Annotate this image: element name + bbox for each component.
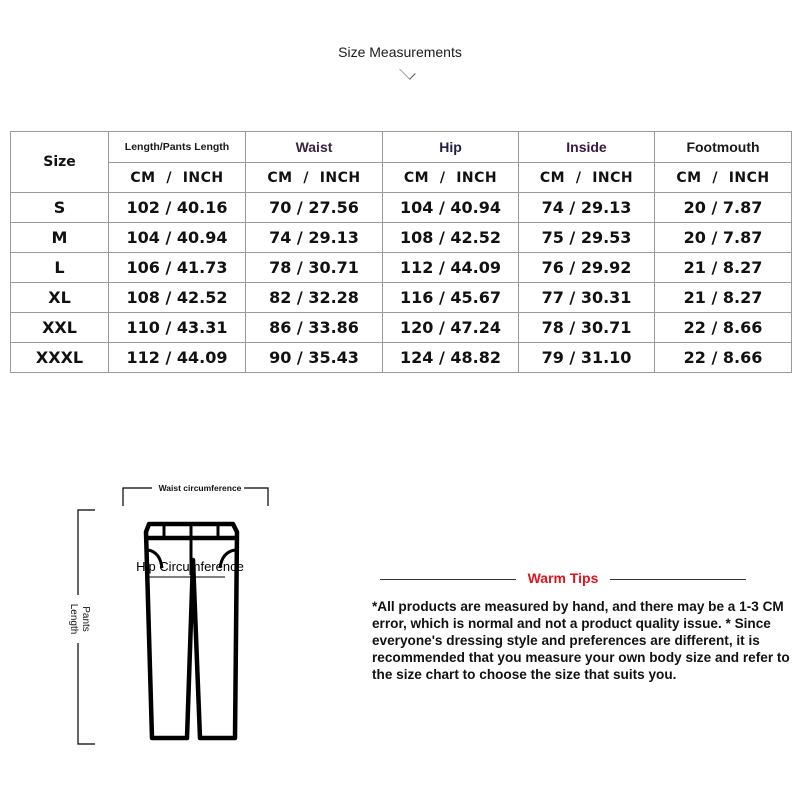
value-cell: 102 / 40.16 xyxy=(109,193,246,223)
value-cell: 77 / 30.31 xyxy=(519,283,655,313)
value-cell: 104 / 40.94 xyxy=(383,193,519,223)
unit-label: CM / INCH xyxy=(519,163,655,193)
column-header: Hip xyxy=(383,132,519,163)
table-row xyxy=(11,223,792,253)
tips-title: Warm Tips xyxy=(527,570,599,586)
column-header: Waist xyxy=(246,132,383,163)
table-row xyxy=(11,283,792,313)
table-row xyxy=(11,313,792,343)
unit-label: CM / INCH xyxy=(246,163,383,193)
size-header: Size xyxy=(11,132,109,193)
value-cell: 86 / 33.86 xyxy=(246,313,383,343)
tips-text: *All products are measured by hand, and there may be a 1-3 CM error, which is normal and not a product quality issue. * Since everyone's dressing style and preferences are different, it is recommended that you measure your own body size and refer to the size chart to choose the size that suits you. xyxy=(372,599,790,682)
pants-icon xyxy=(146,524,237,738)
header-row xyxy=(11,132,792,163)
tips-header xyxy=(380,570,746,590)
size-cell: XL xyxy=(11,283,109,313)
value-cell: 21 / 8.27 xyxy=(655,253,792,283)
hip-label: Hip Circumference xyxy=(136,559,244,574)
value-cell: 110 / 43.31 xyxy=(109,313,246,343)
value-cell: 22 / 8.66 xyxy=(655,313,792,343)
value-cell: 90 / 35.43 xyxy=(246,343,383,373)
value-cell: 106 / 41.73 xyxy=(109,253,246,283)
value-cell: 116 / 45.67 xyxy=(383,283,519,313)
size-cell: M xyxy=(11,223,109,253)
value-cell: 124 / 48.82 xyxy=(383,343,519,373)
value-cell: 108 / 42.52 xyxy=(383,223,519,253)
value-cell: 79 / 31.10 xyxy=(519,343,655,373)
page-title: Size Measurements xyxy=(338,44,462,60)
size-cell: XXXL xyxy=(11,343,109,373)
size-table xyxy=(10,131,792,373)
length-label-2: Length xyxy=(68,603,79,635)
value-cell: 70 / 27.56 xyxy=(246,193,383,223)
value-cell: 120 / 47.24 xyxy=(383,313,519,343)
unit-label: CM / INCH xyxy=(655,163,792,193)
value-cell: 20 / 7.87 xyxy=(655,223,792,253)
size-cell: S xyxy=(11,193,109,223)
value-cell: 20 / 7.87 xyxy=(655,193,792,223)
waist-label: Waist circumference xyxy=(158,483,242,493)
value-cell: 75 / 29.53 xyxy=(519,223,655,253)
value-cell: 78 / 30.71 xyxy=(519,313,655,343)
length-label-1: Pants xyxy=(80,606,91,632)
value-cell: 104 / 40.94 xyxy=(109,223,246,253)
value-cell: 76 / 29.92 xyxy=(519,253,655,283)
chevron-down-icon xyxy=(399,63,415,79)
value-cell: 112 / 44.09 xyxy=(109,343,246,373)
table-row xyxy=(11,343,792,373)
size-cell: XXL xyxy=(11,313,109,343)
value-cell: 112 / 44.09 xyxy=(383,253,519,283)
column-header: Footmouth xyxy=(655,132,792,163)
size-cell: L xyxy=(11,253,109,283)
unit-label: CM / INCH xyxy=(383,163,519,193)
value-cell: 82 / 32.28 xyxy=(246,283,383,313)
value-cell: 78 / 30.71 xyxy=(246,253,383,283)
value-cell: 74 / 29.13 xyxy=(519,193,655,223)
table-row xyxy=(11,193,792,223)
table-row xyxy=(11,253,792,283)
value-cell: 21 / 8.27 xyxy=(655,283,792,313)
pants-diagram xyxy=(60,470,290,760)
unit-label: CM / INCH xyxy=(109,163,246,193)
column-header: Inside xyxy=(519,132,655,163)
value-cell: 22 / 8.66 xyxy=(655,343,792,373)
unit-row xyxy=(11,163,792,193)
value-cell: 108 / 42.52 xyxy=(109,283,246,313)
column-header: Length/Pants Length xyxy=(109,132,246,163)
value-cell: 74 / 29.13 xyxy=(246,223,383,253)
